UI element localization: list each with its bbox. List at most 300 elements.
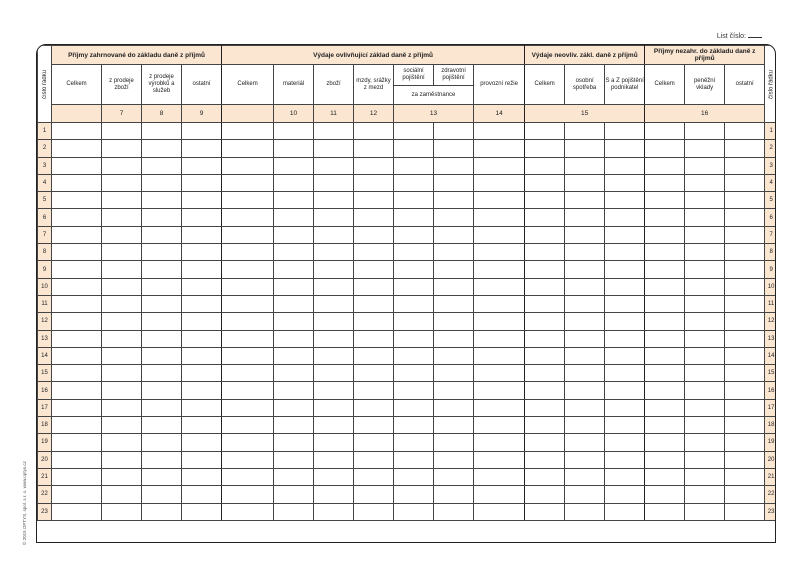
entry-cell[interactable] xyxy=(394,417,434,434)
entry-cell[interactable] xyxy=(685,365,725,382)
entry-cell[interactable] xyxy=(605,330,645,347)
entry-cell[interactable] xyxy=(314,365,354,382)
entry-cell[interactable] xyxy=(394,244,434,261)
entry-cell[interactable] xyxy=(434,244,474,261)
entry-cell[interactable] xyxy=(605,347,645,364)
entry-cell[interactable] xyxy=(645,434,685,451)
entry-cell[interactable] xyxy=(725,123,765,140)
entry-cell[interactable] xyxy=(354,157,394,174)
entry-cell[interactable] xyxy=(394,382,434,399)
entry-cell[interactable] xyxy=(142,434,182,451)
entry-cell[interactable] xyxy=(605,192,645,209)
entry-cell[interactable] xyxy=(685,226,725,243)
entry-cell[interactable] xyxy=(605,434,645,451)
entry-cell[interactable] xyxy=(685,295,725,312)
entry-cell[interactable] xyxy=(222,226,274,243)
entry-cell[interactable] xyxy=(474,434,525,451)
entry-cell[interactable] xyxy=(142,486,182,503)
entry-cell[interactable] xyxy=(474,503,525,520)
entry-cell[interactable] xyxy=(725,157,765,174)
entry-cell[interactable] xyxy=(565,503,605,520)
entry-cell[interactable] xyxy=(314,347,354,364)
entry-cell[interactable] xyxy=(182,295,222,312)
entry-cell[interactable] xyxy=(102,278,142,295)
entry-cell[interactable] xyxy=(182,417,222,434)
entry-cell[interactable] xyxy=(685,434,725,451)
entry-cell[interactable] xyxy=(274,503,314,520)
entry-cell[interactable] xyxy=(565,486,605,503)
entry-cell[interactable] xyxy=(394,503,434,520)
entry-cell[interactable] xyxy=(434,434,474,451)
entry-cell[interactable] xyxy=(102,486,142,503)
entry-cell[interactable] xyxy=(274,140,314,157)
entry-cell[interactable] xyxy=(274,278,314,295)
entry-cell[interactable] xyxy=(474,261,525,278)
entry-cell[interactable] xyxy=(725,209,765,226)
entry-cell[interactable] xyxy=(52,123,102,140)
entry-cell[interactable] xyxy=(605,365,645,382)
entry-cell[interactable] xyxy=(645,209,685,226)
entry-cell[interactable] xyxy=(725,382,765,399)
entry-cell[interactable] xyxy=(142,140,182,157)
entry-cell[interactable] xyxy=(565,365,605,382)
entry-cell[interactable] xyxy=(605,226,645,243)
entry-cell[interactable] xyxy=(314,434,354,451)
entry-cell[interactable] xyxy=(394,486,434,503)
entry-cell[interactable] xyxy=(474,226,525,243)
entry-cell[interactable] xyxy=(222,417,274,434)
entry-cell[interactable] xyxy=(394,468,434,485)
entry-cell[interactable] xyxy=(525,503,565,520)
entry-cell[interactable] xyxy=(394,365,434,382)
entry-cell[interactable] xyxy=(725,451,765,468)
entry-cell[interactable] xyxy=(605,209,645,226)
entry-cell[interactable] xyxy=(182,278,222,295)
entry-cell[interactable] xyxy=(142,399,182,416)
entry-cell[interactable] xyxy=(274,382,314,399)
entry-cell[interactable] xyxy=(52,382,102,399)
entry-cell[interactable] xyxy=(525,451,565,468)
entry-cell[interactable] xyxy=(314,503,354,520)
entry-cell[interactable] xyxy=(685,451,725,468)
entry-cell[interactable] xyxy=(394,123,434,140)
entry-cell[interactable] xyxy=(725,468,765,485)
entry-cell[interactable] xyxy=(102,295,142,312)
entry-cell[interactable] xyxy=(314,417,354,434)
entry-cell[interactable] xyxy=(142,209,182,226)
entry-cell[interactable] xyxy=(354,244,394,261)
entry-cell[interactable] xyxy=(52,434,102,451)
entry-cell[interactable] xyxy=(605,417,645,434)
entry-cell[interactable] xyxy=(685,347,725,364)
entry-cell[interactable] xyxy=(274,365,314,382)
entry-cell[interactable] xyxy=(52,468,102,485)
entry-cell[interactable] xyxy=(314,468,354,485)
entry-cell[interactable] xyxy=(142,417,182,434)
entry-cell[interactable] xyxy=(142,192,182,209)
entry-cell[interactable] xyxy=(314,123,354,140)
entry-cell[interactable] xyxy=(434,503,474,520)
entry-cell[interactable] xyxy=(274,330,314,347)
entry-cell[interactable] xyxy=(222,295,274,312)
entry-cell[interactable] xyxy=(434,330,474,347)
entry-cell[interactable] xyxy=(182,451,222,468)
entry-cell[interactable] xyxy=(182,486,222,503)
entry-cell[interactable] xyxy=(222,399,274,416)
entry-cell[interactable] xyxy=(565,157,605,174)
entry-cell[interactable] xyxy=(434,486,474,503)
entry-cell[interactable] xyxy=(474,382,525,399)
entry-cell[interactable] xyxy=(142,123,182,140)
entry-cell[interactable] xyxy=(565,451,605,468)
entry-cell[interactable] xyxy=(645,382,685,399)
entry-cell[interactable] xyxy=(525,382,565,399)
entry-cell[interactable] xyxy=(52,157,102,174)
entry-cell[interactable] xyxy=(102,209,142,226)
entry-cell[interactable] xyxy=(685,278,725,295)
entry-cell[interactable] xyxy=(354,365,394,382)
entry-cell[interactable] xyxy=(222,330,274,347)
entry-cell[interactable] xyxy=(394,140,434,157)
entry-cell[interactable] xyxy=(52,313,102,330)
entry-cell[interactable] xyxy=(274,174,314,191)
entry-cell[interactable] xyxy=(222,382,274,399)
entry-cell[interactable] xyxy=(354,451,394,468)
entry-cell[interactable] xyxy=(142,244,182,261)
entry-cell[interactable] xyxy=(725,399,765,416)
entry-cell[interactable] xyxy=(725,313,765,330)
entry-cell[interactable] xyxy=(354,226,394,243)
entry-cell[interactable] xyxy=(725,434,765,451)
entry-cell[interactable] xyxy=(605,313,645,330)
entry-cell[interactable] xyxy=(605,278,645,295)
entry-cell[interactable] xyxy=(52,486,102,503)
entry-cell[interactable] xyxy=(314,399,354,416)
entry-cell[interactable] xyxy=(645,192,685,209)
entry-cell[interactable] xyxy=(685,313,725,330)
entry-cell[interactable] xyxy=(394,434,434,451)
entry-cell[interactable] xyxy=(274,209,314,226)
entry-cell[interactable] xyxy=(474,399,525,416)
entry-cell[interactable] xyxy=(182,503,222,520)
entry-cell[interactable] xyxy=(182,365,222,382)
entry-cell[interactable] xyxy=(314,192,354,209)
entry-cell[interactable] xyxy=(394,174,434,191)
entry-cell[interactable] xyxy=(645,313,685,330)
entry-cell[interactable] xyxy=(645,330,685,347)
entry-cell[interactable] xyxy=(525,417,565,434)
entry-cell[interactable] xyxy=(474,278,525,295)
entry-cell[interactable] xyxy=(645,295,685,312)
entry-cell[interactable] xyxy=(52,330,102,347)
entry-cell[interactable] xyxy=(394,330,434,347)
entry-cell[interactable] xyxy=(394,399,434,416)
entry-cell[interactable] xyxy=(182,244,222,261)
entry-cell[interactable] xyxy=(565,399,605,416)
entry-cell[interactable] xyxy=(525,226,565,243)
entry-cell[interactable] xyxy=(354,330,394,347)
entry-cell[interactable] xyxy=(142,330,182,347)
entry-cell[interactable] xyxy=(142,278,182,295)
entry-cell[interactable] xyxy=(142,174,182,191)
entry-cell[interactable] xyxy=(52,295,102,312)
entry-cell[interactable] xyxy=(685,486,725,503)
entry-cell[interactable] xyxy=(605,157,645,174)
entry-cell[interactable] xyxy=(274,123,314,140)
entry-cell[interactable] xyxy=(354,192,394,209)
entry-cell[interactable] xyxy=(182,192,222,209)
entry-cell[interactable] xyxy=(102,347,142,364)
entry-cell[interactable] xyxy=(474,451,525,468)
entry-cell[interactable] xyxy=(354,417,394,434)
entry-cell[interactable] xyxy=(725,192,765,209)
entry-cell[interactable] xyxy=(182,347,222,364)
entry-cell[interactable] xyxy=(434,261,474,278)
entry-cell[interactable] xyxy=(182,140,222,157)
entry-cell[interactable] xyxy=(394,295,434,312)
entry-cell[interactable] xyxy=(525,123,565,140)
entry-cell[interactable] xyxy=(314,174,354,191)
entry-cell[interactable] xyxy=(354,468,394,485)
entry-cell[interactable] xyxy=(354,209,394,226)
entry-cell[interactable] xyxy=(685,244,725,261)
entry-cell[interactable] xyxy=(605,451,645,468)
entry-cell[interactable] xyxy=(685,261,725,278)
entry-cell[interactable] xyxy=(182,157,222,174)
entry-cell[interactable] xyxy=(274,295,314,312)
entry-cell[interactable] xyxy=(394,226,434,243)
entry-cell[interactable] xyxy=(142,157,182,174)
entry-cell[interactable] xyxy=(274,417,314,434)
entry-cell[interactable] xyxy=(725,244,765,261)
entry-cell[interactable] xyxy=(102,226,142,243)
entry-cell[interactable] xyxy=(645,140,685,157)
entry-cell[interactable] xyxy=(394,192,434,209)
entry-cell[interactable] xyxy=(474,209,525,226)
entry-cell[interactable] xyxy=(354,295,394,312)
entry-cell[interactable] xyxy=(565,417,605,434)
entry-cell[interactable] xyxy=(102,468,142,485)
entry-cell[interactable] xyxy=(645,486,685,503)
entry-cell[interactable] xyxy=(645,244,685,261)
entry-cell[interactable] xyxy=(394,261,434,278)
entry-cell[interactable] xyxy=(525,330,565,347)
entry-cell[interactable] xyxy=(52,503,102,520)
entry-cell[interactable] xyxy=(182,226,222,243)
entry-cell[interactable] xyxy=(434,295,474,312)
entry-cell[interactable] xyxy=(565,468,605,485)
entry-cell[interactable] xyxy=(222,192,274,209)
entry-cell[interactable] xyxy=(685,468,725,485)
entry-cell[interactable] xyxy=(645,347,685,364)
entry-cell[interactable] xyxy=(474,192,525,209)
entry-cell[interactable] xyxy=(222,503,274,520)
entry-cell[interactable] xyxy=(274,157,314,174)
entry-cell[interactable] xyxy=(685,330,725,347)
entry-cell[interactable] xyxy=(102,157,142,174)
entry-cell[interactable] xyxy=(182,399,222,416)
entry-cell[interactable] xyxy=(645,503,685,520)
entry-cell[interactable] xyxy=(222,313,274,330)
entry-cell[interactable] xyxy=(565,226,605,243)
entry-cell[interactable] xyxy=(52,174,102,191)
entry-cell[interactable] xyxy=(725,174,765,191)
entry-cell[interactable] xyxy=(274,486,314,503)
entry-cell[interactable] xyxy=(102,313,142,330)
entry-cell[interactable] xyxy=(52,399,102,416)
entry-cell[interactable] xyxy=(565,313,605,330)
entry-cell[interactable] xyxy=(525,347,565,364)
entry-cell[interactable] xyxy=(525,486,565,503)
entry-cell[interactable] xyxy=(434,468,474,485)
entry-cell[interactable] xyxy=(222,468,274,485)
entry-cell[interactable] xyxy=(605,486,645,503)
entry-cell[interactable] xyxy=(142,451,182,468)
entry-cell[interactable] xyxy=(474,330,525,347)
entry-cell[interactable] xyxy=(102,123,142,140)
entry-cell[interactable] xyxy=(725,330,765,347)
entry-cell[interactable] xyxy=(314,278,354,295)
entry-cell[interactable] xyxy=(354,434,394,451)
entry-cell[interactable] xyxy=(725,295,765,312)
entry-cell[interactable] xyxy=(434,451,474,468)
entry-cell[interactable] xyxy=(354,140,394,157)
entry-cell[interactable] xyxy=(565,192,605,209)
entry-cell[interactable] xyxy=(314,451,354,468)
entry-cell[interactable] xyxy=(685,123,725,140)
entry-cell[interactable] xyxy=(725,417,765,434)
entry-cell[interactable] xyxy=(314,209,354,226)
entry-cell[interactable] xyxy=(274,399,314,416)
entry-cell[interactable] xyxy=(434,192,474,209)
entry-cell[interactable] xyxy=(182,123,222,140)
entry-cell[interactable] xyxy=(354,278,394,295)
entry-cell[interactable] xyxy=(645,157,685,174)
entry-cell[interactable] xyxy=(525,399,565,416)
entry-cell[interactable] xyxy=(274,434,314,451)
entry-cell[interactable] xyxy=(525,295,565,312)
entry-cell[interactable] xyxy=(142,503,182,520)
entry-cell[interactable] xyxy=(685,192,725,209)
entry-cell[interactable] xyxy=(274,226,314,243)
entry-cell[interactable] xyxy=(565,261,605,278)
entry-cell[interactable] xyxy=(274,244,314,261)
entry-cell[interactable] xyxy=(222,209,274,226)
entry-cell[interactable] xyxy=(394,278,434,295)
entry-cell[interactable] xyxy=(222,486,274,503)
entry-cell[interactable] xyxy=(314,157,354,174)
entry-cell[interactable] xyxy=(354,261,394,278)
entry-cell[interactable] xyxy=(314,330,354,347)
entry-cell[interactable] xyxy=(525,140,565,157)
entry-cell[interactable] xyxy=(525,261,565,278)
entry-cell[interactable] xyxy=(525,174,565,191)
entry-cell[interactable] xyxy=(725,365,765,382)
entry-cell[interactable] xyxy=(182,330,222,347)
entry-cell[interactable] xyxy=(434,399,474,416)
entry-cell[interactable] xyxy=(102,140,142,157)
entry-cell[interactable] xyxy=(565,174,605,191)
entry-cell[interactable] xyxy=(52,140,102,157)
entry-cell[interactable] xyxy=(222,278,274,295)
entry-cell[interactable] xyxy=(434,174,474,191)
entry-cell[interactable] xyxy=(525,313,565,330)
entry-cell[interactable] xyxy=(605,261,645,278)
entry-cell[interactable] xyxy=(102,451,142,468)
entry-cell[interactable] xyxy=(52,244,102,261)
entry-cell[interactable] xyxy=(394,209,434,226)
entry-cell[interactable] xyxy=(725,347,765,364)
entry-cell[interactable] xyxy=(182,209,222,226)
entry-cell[interactable] xyxy=(474,313,525,330)
entry-cell[interactable] xyxy=(474,123,525,140)
entry-cell[interactable] xyxy=(525,192,565,209)
entry-cell[interactable] xyxy=(102,330,142,347)
entry-cell[interactable] xyxy=(274,313,314,330)
entry-cell[interactable] xyxy=(394,313,434,330)
entry-cell[interactable] xyxy=(394,347,434,364)
entry-cell[interactable] xyxy=(142,347,182,364)
entry-cell[interactable] xyxy=(645,399,685,416)
entry-cell[interactable] xyxy=(565,347,605,364)
entry-cell[interactable] xyxy=(182,174,222,191)
entry-cell[interactable] xyxy=(725,140,765,157)
entry-cell[interactable] xyxy=(474,468,525,485)
entry-cell[interactable] xyxy=(474,244,525,261)
entry-cell[interactable] xyxy=(394,451,434,468)
entry-cell[interactable] xyxy=(314,313,354,330)
entry-cell[interactable] xyxy=(605,503,645,520)
entry-cell[interactable] xyxy=(52,451,102,468)
entry-cell[interactable] xyxy=(525,209,565,226)
entry-cell[interactable] xyxy=(314,261,354,278)
entry-cell[interactable] xyxy=(52,365,102,382)
entry-cell[interactable] xyxy=(645,365,685,382)
entry-cell[interactable] xyxy=(525,468,565,485)
entry-cell[interactable] xyxy=(222,140,274,157)
entry-cell[interactable] xyxy=(52,278,102,295)
entry-cell[interactable] xyxy=(645,468,685,485)
entry-cell[interactable] xyxy=(182,313,222,330)
entry-cell[interactable] xyxy=(645,417,685,434)
entry-cell[interactable] xyxy=(222,244,274,261)
entry-cell[interactable] xyxy=(525,278,565,295)
entry-cell[interactable] xyxy=(434,347,474,364)
entry-cell[interactable] xyxy=(142,382,182,399)
entry-cell[interactable] xyxy=(102,434,142,451)
entry-cell[interactable] xyxy=(645,123,685,140)
entry-cell[interactable] xyxy=(102,192,142,209)
entry-cell[interactable] xyxy=(52,261,102,278)
entry-cell[interactable] xyxy=(222,123,274,140)
entry-cell[interactable] xyxy=(685,417,725,434)
entry-cell[interactable] xyxy=(685,503,725,520)
entry-cell[interactable] xyxy=(685,140,725,157)
entry-cell[interactable] xyxy=(354,399,394,416)
sheet-number-line[interactable] xyxy=(748,37,762,38)
entry-cell[interactable] xyxy=(52,192,102,209)
entry-cell[interactable] xyxy=(565,123,605,140)
entry-cell[interactable] xyxy=(52,226,102,243)
entry-cell[interactable] xyxy=(525,434,565,451)
entry-cell[interactable] xyxy=(102,244,142,261)
entry-cell[interactable] xyxy=(354,174,394,191)
entry-cell[interactable] xyxy=(142,313,182,330)
entry-cell[interactable] xyxy=(434,278,474,295)
entry-cell[interactable] xyxy=(474,365,525,382)
entry-cell[interactable] xyxy=(354,347,394,364)
entry-cell[interactable] xyxy=(274,468,314,485)
